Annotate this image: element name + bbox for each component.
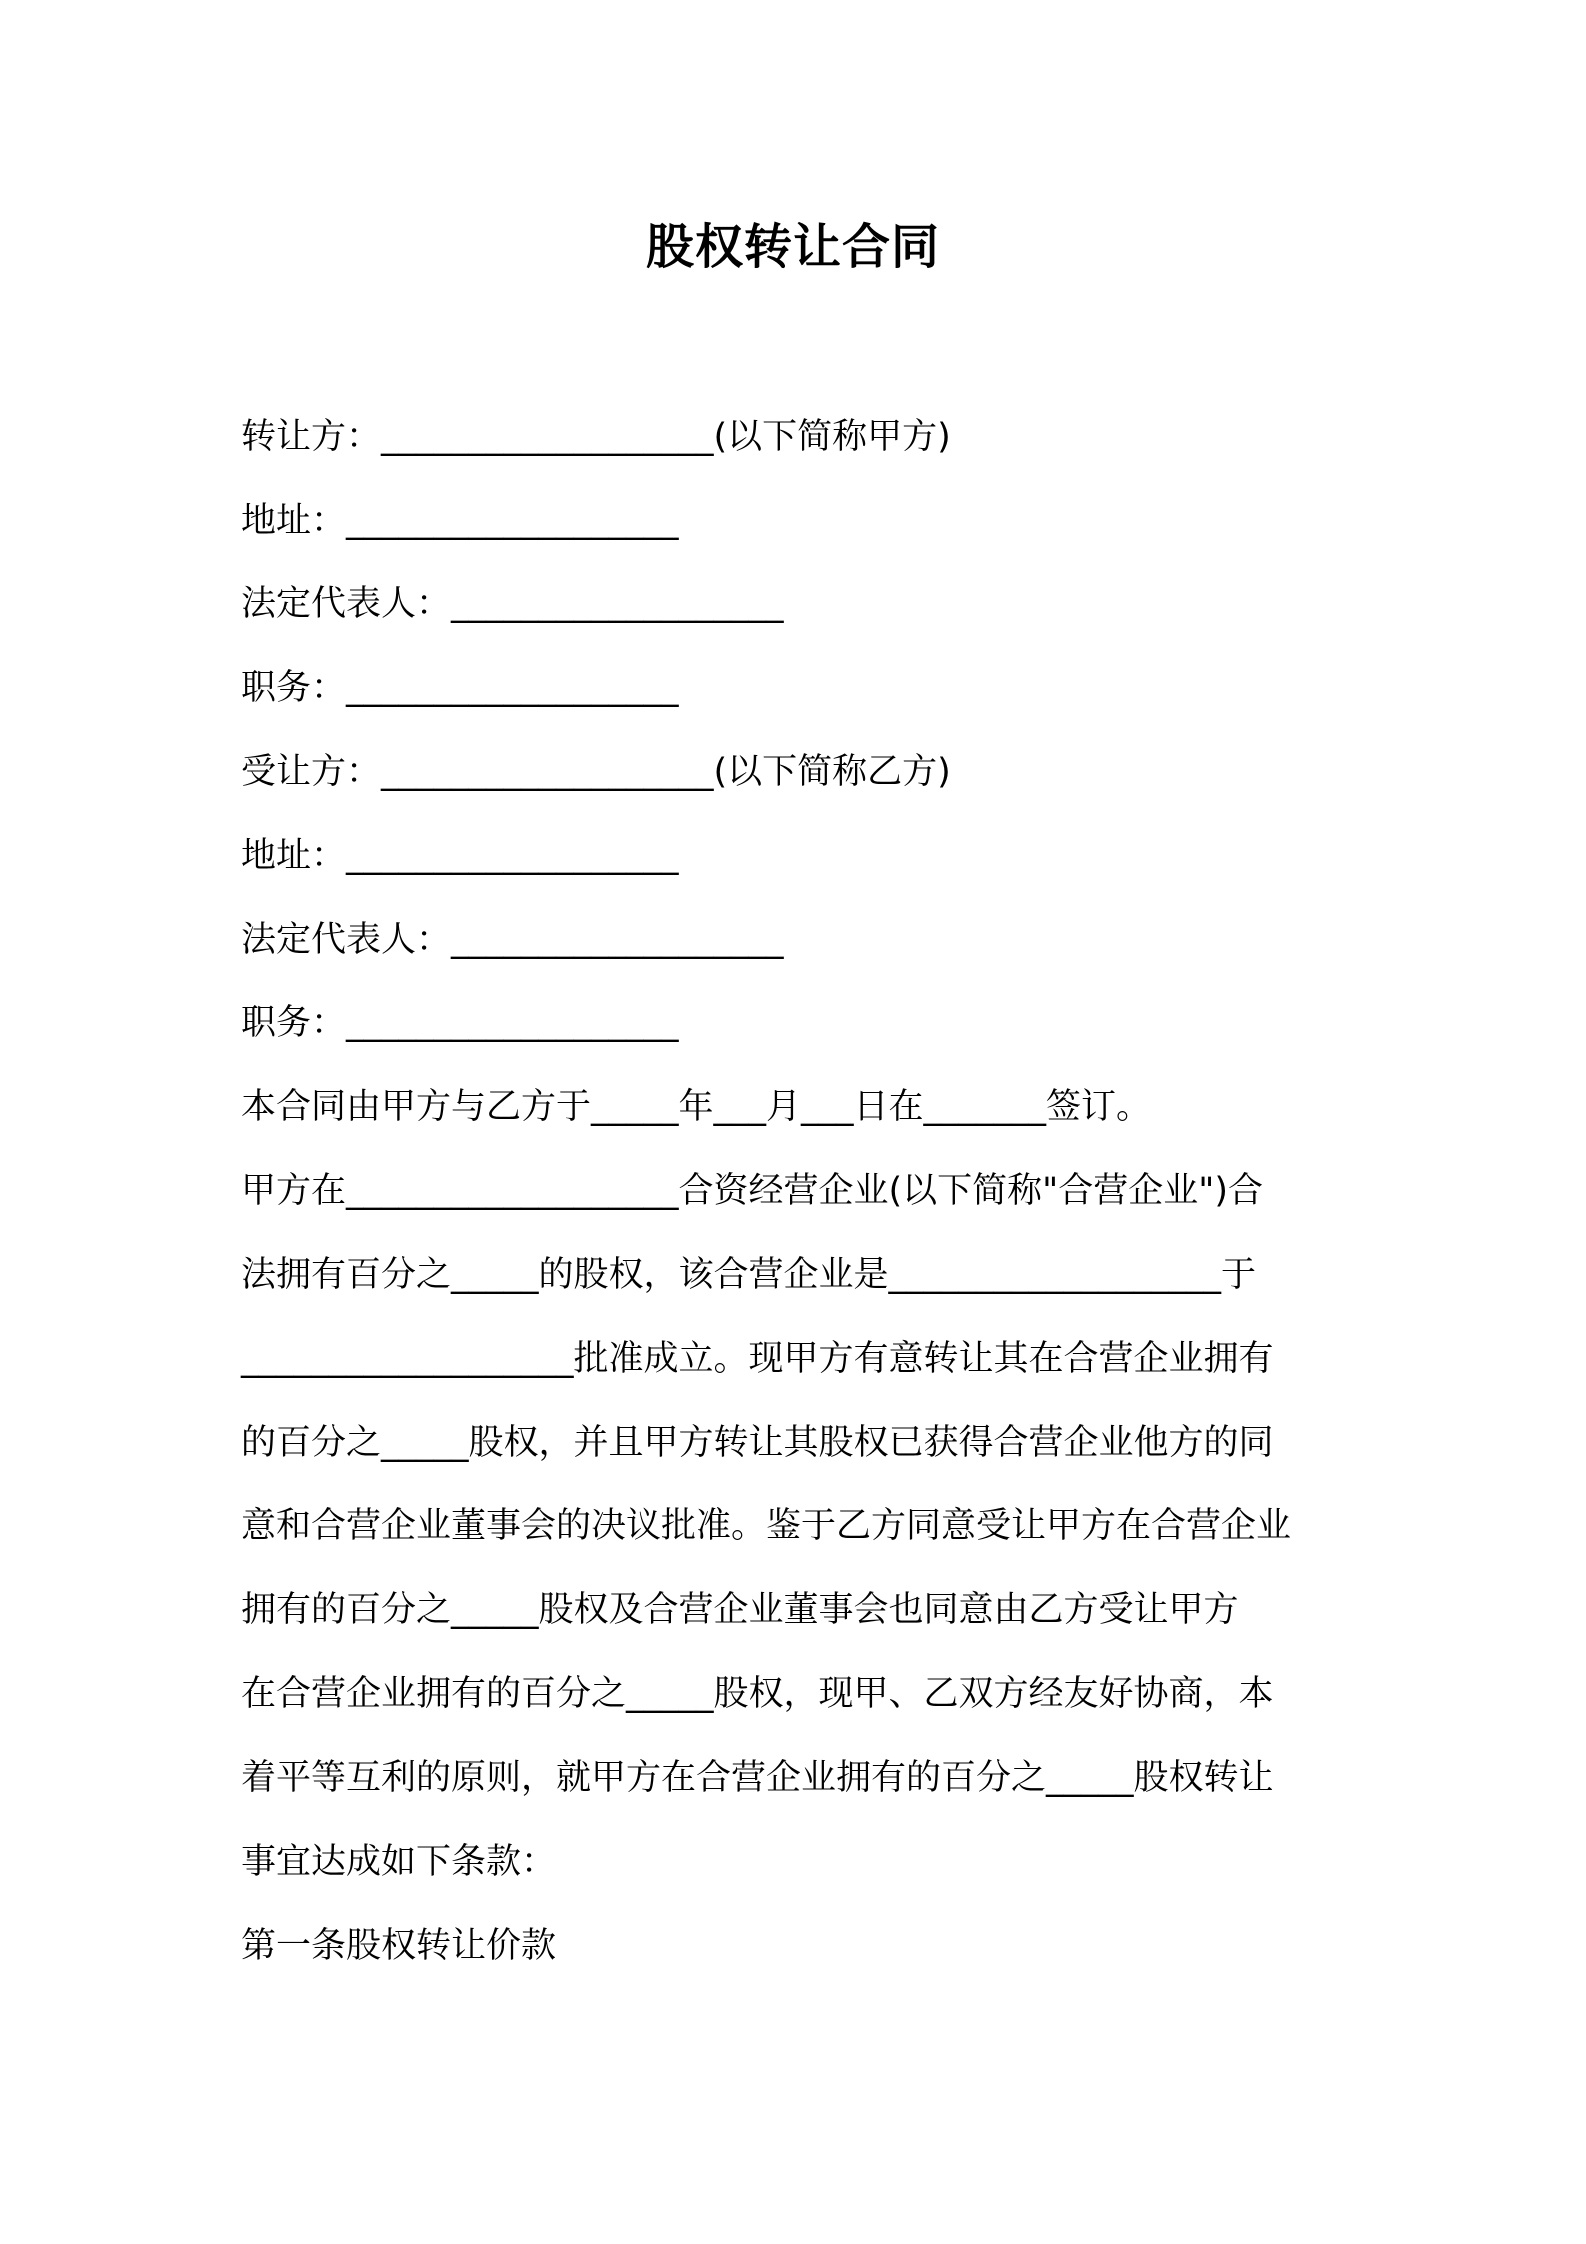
- document-title: 股权转让合同: [645, 219, 940, 275]
- transferee-address-line: 地址：___________________: [241, 836, 679, 876]
- transferor-position-line: 职务：___________________: [241, 668, 679, 708]
- paragraph-line: 拥有的百分之_____股权及合营企业董事会也同意由乙方受让甲方: [241, 1590, 1239, 1630]
- transferee-legal-rep-line: 法定代表人：___________________: [241, 920, 784, 960]
- transferee-position-line: 职务：___________________: [241, 1003, 679, 1043]
- paragraph-line: 的百分之_____股权，并且甲方转让其股权已获得合营企业他方的同: [241, 1423, 1274, 1463]
- transferor-legal-rep-line: 法定代表人：___________________: [241, 584, 784, 624]
- transferor-line: 转让方：___________________(以下简称甲方): [241, 417, 951, 457]
- article-heading: 第一条股权转让价款: [241, 1926, 557, 1966]
- signing-date-line: 本合同由甲方与乙方于_____年___月___日在_______签订。: [241, 1087, 1152, 1127]
- paragraph-line: 甲方在___________________合资经营企业(以下简称"合营企业")合: [241, 1171, 1264, 1211]
- paragraph-line: 意和合营企业董事会的决议批准。鉴于乙方同意受让甲方在合营企业: [241, 1506, 1292, 1546]
- transferor-address-line: 地址：___________________: [241, 501, 679, 541]
- transferee-line: 受让方：___________________(以下简称乙方): [241, 752, 951, 792]
- paragraph-line: 事宜达成如下条款：: [241, 1842, 557, 1882]
- paragraph-line: ___________________批准成立。现甲方有意转让其在合营企业拥有: [241, 1339, 1274, 1379]
- paragraph-line: 在合营企业拥有的百分之_____股权，现甲、乙双方经友好协商，本: [241, 1674, 1274, 1714]
- paragraph-line: 法拥有百分之_____的股权，该合营企业是___________________于: [241, 1255, 1257, 1295]
- paragraph-line: 着平等互利的原则，就甲方在合营企业拥有的百分之_____股权转让: [241, 1758, 1274, 1798]
